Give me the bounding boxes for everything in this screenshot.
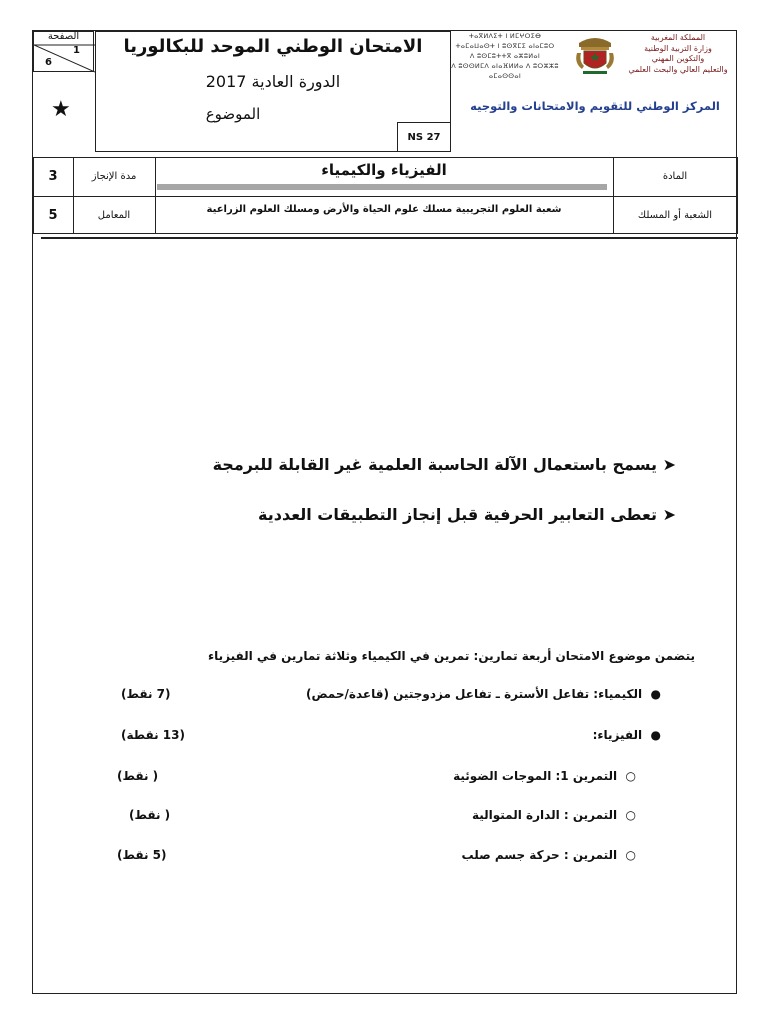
circle-bullet-icon: ○ xyxy=(617,769,636,783)
exam-page xyxy=(32,30,737,994)
coefficient-label: المعامل xyxy=(97,209,131,221)
subject-field-label: المادة xyxy=(662,171,688,182)
tifinagh-ministry-text xyxy=(445,31,565,79)
subject-name: الفيزياء والكيمياء xyxy=(321,161,447,179)
exam-session: الدورة العادية 2017 xyxy=(205,72,341,91)
exam-title: الامتحان الوطني الموحد للبكالوريا xyxy=(123,36,423,57)
note-calculator xyxy=(213,455,676,474)
note-text: يسمح باستعمال الآلة الحاسبة العلمية غير القابلة للبرمجة xyxy=(212,455,658,474)
coefficient-value: 5 xyxy=(48,207,58,223)
page-counter-diagonal xyxy=(34,32,95,73)
evaluation-center-name: المركز الوطني للتقويم والامتحانات والتوجيه xyxy=(470,99,720,113)
exam-code: NS 27 xyxy=(397,122,451,152)
circle-bullet-icon: ○ xyxy=(617,808,636,822)
exercise-item xyxy=(472,808,636,822)
duration-value: 3 xyxy=(48,169,58,184)
subject-label: الموضوع xyxy=(205,105,261,123)
circle-bullet-icon: ○ xyxy=(617,848,636,862)
page-label: الصفحة xyxy=(47,31,80,42)
page-current: 1 xyxy=(73,45,80,56)
exam-summary-intro: يتضمن موضوع الامتحان أربعة تمارين: تمرين في الكيمياء وثلاثة تمارين في الفيزياء xyxy=(207,649,695,663)
ministry-line: والتكوين المهني xyxy=(651,54,705,63)
exercise-points: ( نقط) xyxy=(117,769,159,783)
exercise-item xyxy=(461,848,636,862)
physics-item xyxy=(593,728,661,742)
ministry-line: المملكة المغربية xyxy=(650,33,706,42)
table-col-line xyxy=(737,157,738,234)
tifinagh-line: ⴷ ⵓⵙⵎⵓⵜⵜⴳ ⴰⵣⵓⵍⴰⵏ xyxy=(469,52,541,60)
table-border-bottom xyxy=(33,233,738,234)
bullet-icon: ● xyxy=(642,728,661,742)
tifinagh-line: ⵜⴰⵎⴰⵡⴰⵙⵜ ⵏ ⵓⵙⴳⵎⵉ ⴰⵏⴰⵎⵓⵔ xyxy=(455,42,555,50)
arrowhead-bullet-icon: ➤ xyxy=(657,455,676,474)
exam-info-table xyxy=(33,157,738,237)
ministry-line: والتعليم العالي والبحث العلمي xyxy=(628,64,728,74)
exercise-points: ( نقط) xyxy=(129,808,171,822)
note-literal-expressions xyxy=(258,505,676,524)
stream-name: شعبة العلوم التجريبية مسلك علوم الحياة والأرض ومسلك العلوم الزراعية xyxy=(206,203,562,215)
star-icon: ★ xyxy=(51,97,71,122)
page-counter-box xyxy=(33,31,94,72)
arrowhead-bullet-icon: ➤ xyxy=(657,505,676,524)
tifinagh-line: ⴷ ⵓⵙⵙⵍⵎⴷ ⴰⵏⴰⴼⵍⵍⴰ ⴷ ⵓⵔⵣⵣⵓ ⴰⵎⴰⵙⵙⴰⵏ xyxy=(451,62,559,80)
chemistry-item-text: الكيمياء: تفاعل الأسترة ـ تفاعل مزدوجتين (قاعدة/حمض) xyxy=(305,687,643,701)
ministry-name xyxy=(619,33,737,83)
subject-underline-bar xyxy=(157,184,607,190)
chemistry-item xyxy=(306,687,661,701)
chemistry-points: (7 نقط) xyxy=(121,687,171,701)
table-double-rule xyxy=(41,237,738,239)
page-total: 6 xyxy=(45,57,52,68)
physics-points: (13 نقطة) xyxy=(121,728,185,742)
moroccan-emblem-icon xyxy=(573,33,617,77)
tifinagh-line: ⵜⴰⴳⵍⴷⵉⵜ ⵏ ⵍⵎⵖⵔⵉⴱ xyxy=(468,32,542,40)
note-text: تعطى التعابير الحرفية قبل إنجاز التطبيقات العددية xyxy=(258,505,658,524)
bullet-icon: ● xyxy=(642,687,661,701)
stream-field-label: الشعبة أو المسلك xyxy=(637,209,713,221)
physics-item-text: الفيزياء: xyxy=(592,728,643,742)
exercise-item-text: التمرين : حركة جسم صلب xyxy=(461,848,618,862)
ministry-line: وزارة التربية الوطنية xyxy=(644,43,712,53)
exercise-points: (5 نقط) xyxy=(117,848,167,862)
exercise-item xyxy=(453,769,636,783)
exercise-item-text: التمرين : الدارة المتوالية xyxy=(471,808,618,822)
exercise-item-text: التمرين 1: الموجات الضوئية xyxy=(453,769,618,783)
duration-label: مدة الإنجاز xyxy=(91,171,137,182)
